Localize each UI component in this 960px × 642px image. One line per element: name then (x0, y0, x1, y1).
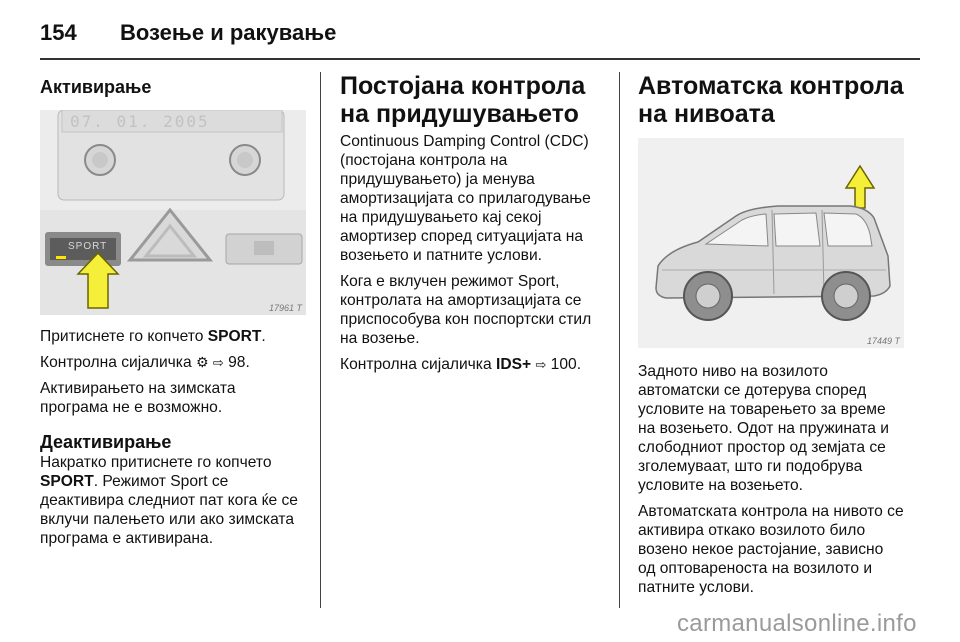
page-ref-arrow-icon: ⇨ (535, 357, 547, 372)
ids-keyword: IDS+ (495, 356, 532, 373)
column-divider-2 (619, 72, 620, 608)
level-control-description: Задното ниво на возилото автоматски се дотерува според условите на товарењето за време на возењето. Одот на пружината и слободниот простор од земјата се зголемуваат, што ги подобрува условите на возењето. (638, 363, 889, 494)
watermark: carmanualsonline.info (677, 610, 917, 637)
sport-button-label: SPORT (68, 241, 108, 252)
sport-keyword-2: SPORT (40, 473, 94, 490)
page-header (40, 14, 920, 54)
sport-keyword: SPORT (207, 328, 262, 345)
column-activation (40, 72, 306, 555)
chapter-title: Возење и ракување (120, 20, 337, 45)
dashboard-date-display: 07. 01. 2005 (70, 112, 210, 131)
figure-code: 17961 T (268, 303, 302, 313)
column-divider-1 (320, 72, 321, 608)
ids-lamp-reference: Контролна сијаличка IDS+ ⇨ 100. (340, 356, 582, 373)
car-level-figure (638, 138, 904, 348)
level-control-activation-note: Автоматската контрола на нивото се активира откако возилото било возено некое растојание, зависно од оптовареноста на возилото и патните услови. (638, 503, 904, 596)
deactivation-heading: Деактивирање (40, 432, 172, 452)
winter-program-note: Активирањето на зимската програма не е возможно. (40, 380, 236, 416)
cdc-description: Continuous Damping Control (CDC) (постојана контрола на придушувањето) ја менува амортизацијата со прилагодување на придушувањето кај секој амортизер според ситуацијата на возењето и патните услови. (340, 133, 591, 264)
column-cdc (340, 72, 602, 381)
column-level-control (638, 72, 904, 604)
gear-icon: ⚙ (195, 354, 209, 370)
sport-indicator-light (56, 256, 66, 259)
page-number: 154 (40, 20, 77, 45)
sport-button-figure (40, 110, 306, 315)
dashboard-illustration (40, 110, 306, 315)
activation-instruction: Притиснете го копчето SPORT. (40, 328, 266, 345)
level-control-heading: Автоматска контрола на нивоата (638, 72, 904, 128)
control-lamp-reference: Контролна сијаличка ⚙ ⇨ 98. (40, 354, 250, 371)
activation-heading: Активирање (40, 77, 152, 97)
header-rule (40, 58, 920, 60)
cdc-sport-mode-note: Кога е вклучен режимот Sport, контролата на амортизацијата се приспособува кон поспортски стил на возење. (340, 273, 592, 347)
figure-code: 17449 T (866, 336, 900, 346)
cdc-heading: Постојана контрола на придушувањето (340, 72, 586, 128)
deactivation-instruction: Накратко притиснете го копчето SPORT. Режимот Sport се деактивира следниот пат кога ќе се вклучи палењето или ако зимската програма е активирана. (40, 454, 298, 547)
car-illustration (638, 138, 904, 348)
page-ref-arrow-icon: ⇨ (212, 355, 224, 370)
